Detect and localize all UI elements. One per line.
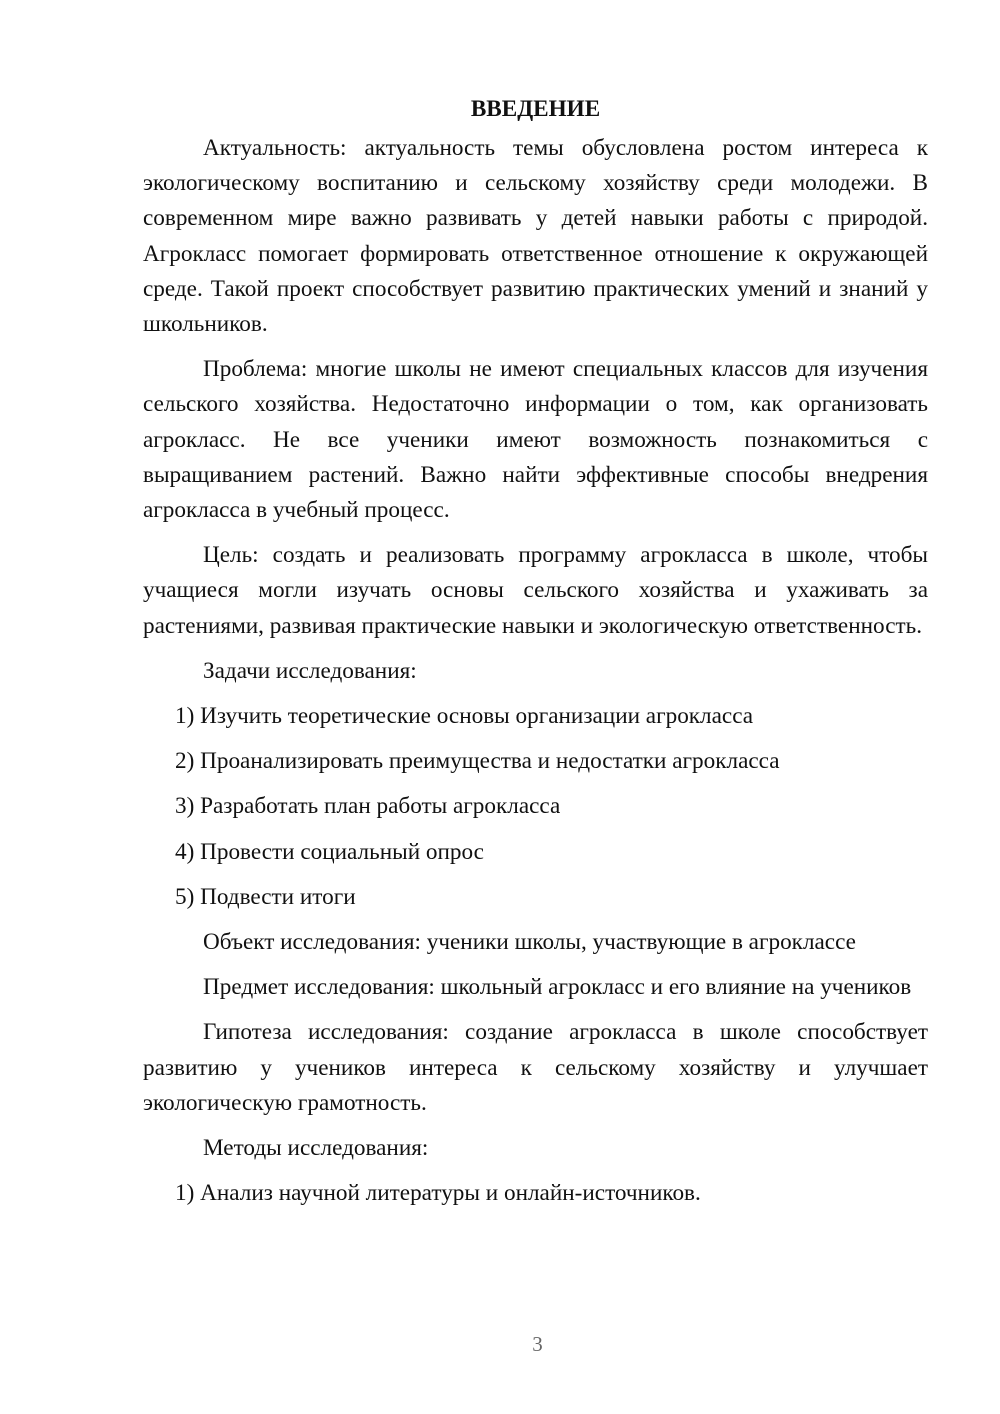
- problem-paragraph: Проблема: многие школы не имеют специальных классов для изучения сельского хозяйства. Недостаточно информации о том, как организовать агрокласс. Не все ученики имеют возможность познакомиться с выращиванием растений. Важно найти эффективные способы внедрения агрокласса в учебный процесс.: [143, 356, 928, 524]
- list-item: 4) Провести социальный опрос: [175, 838, 484, 865]
- list-item: 2) Проанализировать преимущества и недостатки агрокласса: [175, 748, 780, 775]
- list-item: 3) Разработать план работы агрокласса: [175, 793, 561, 820]
- tasks-list: [143, 699, 928, 915]
- relevance-paragraph: Актуальность: актуальность темы обусловлена ростом интереса к экологическому воспитанию и сельскому хозяйству среди молодежи. В современном мире важно развивать у детей навыки работы с природой. Агрокласс помогает формировать ответственное отношение к окружающей среде. Такой проект способствует развитию практических умений и знаний у школьников.: [143, 135, 928, 338]
- list-item: 5) Подвести итоги: [175, 883, 356, 910]
- page-title: ВВЕДЕНИЕ: [470, 96, 601, 122]
- hypothesis-paragraph: Гипотеза исследования: создание агрокласса в школе способствует развитию у учеников интереса к сельскому хозяйству и улучшает экологическую грамотность.: [143, 1019, 928, 1116]
- tasks-heading: Задачи исследования:: [203, 657, 417, 684]
- goal-paragraph: Цель: создать и реализовать программу агрокласса в школе, чтобы учащиеся могли изучать основы сельского хозяйства и ухаживать за растениями, развивая практические навыки и экологическую ответственность.: [143, 542, 928, 639]
- list-item: 1) Изучить теоретические основы организации агрокласса: [175, 703, 754, 730]
- document-page: [143, 92, 928, 1221]
- list-item: 1) Анализ научной литературы и онлайн-источников.: [175, 1180, 701, 1207]
- page-number: 3: [532, 1332, 543, 1356]
- subject-paragraph: Предмет исследования: школьный агрокласс и его влияние на учеников: [203, 974, 912, 1001]
- object-paragraph: Объект исследования: ученики школы, участвующие в агроклассе: [203, 929, 856, 956]
- methods-list: [143, 1176, 928, 1211]
- methods-heading: Методы исследования:: [203, 1135, 429, 1162]
